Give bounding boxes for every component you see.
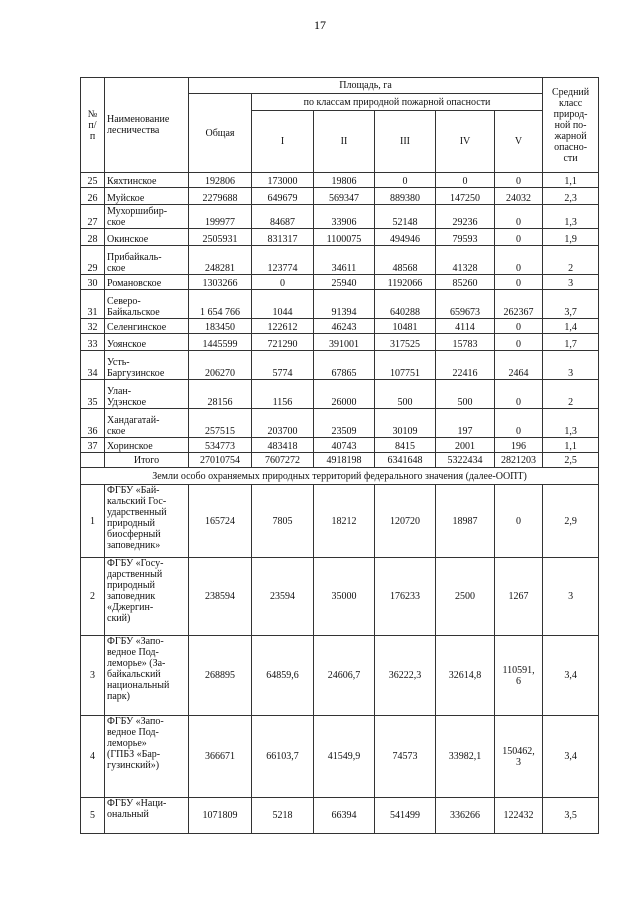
avg-class-cell: 1,3: [543, 205, 599, 229]
class-area-cell: 1192066: [375, 275, 436, 290]
name-cell: Северо- Байкальское: [105, 290, 189, 319]
class-area-cell: 25940: [314, 275, 375, 290]
forestry-row: [81, 319, 599, 334]
class-area-cell: 0: [495, 246, 543, 275]
class-area-cell: 29236: [436, 205, 495, 229]
avg-class-cell: 1,4: [543, 319, 599, 334]
class-area-cell: 147250: [436, 188, 495, 205]
class-area-cell: 23509: [314, 409, 375, 438]
name-cell: Усть- Баргузинское: [105, 351, 189, 380]
avg-class-cell: 3: [543, 351, 599, 380]
header-class-5: V: [495, 111, 543, 173]
class-area-cell: 41549,9: [314, 716, 375, 798]
class-area-cell: 35000: [314, 558, 375, 636]
class-area-cell: 91394: [314, 290, 375, 319]
row-number-cell: 26: [81, 188, 105, 205]
oopt-table-body: [81, 485, 599, 834]
oopt-row: [81, 558, 599, 636]
avg-class-cell: 1,7: [543, 334, 599, 351]
class-area-cell: 19806: [314, 173, 375, 188]
row-number-cell: 4: [81, 716, 105, 798]
header-name: Наименование лесничества: [105, 78, 189, 173]
class-area-cell: 336266: [436, 798, 495, 834]
row-number-cell: 36: [81, 409, 105, 438]
class-area-cell: 1044: [252, 290, 314, 319]
name-cell: Муйское: [105, 188, 189, 205]
total-area-cell: 1071809: [189, 798, 252, 834]
class-area-cell: 40743: [314, 438, 375, 453]
class-area-cell: 7805: [252, 485, 314, 558]
total-row: [81, 453, 599, 468]
class-area-cell: 26000: [314, 380, 375, 409]
row-number-cell: 3: [81, 636, 105, 716]
row-number-cell: 34: [81, 351, 105, 380]
name-cell: Окинское: [105, 229, 189, 246]
class-area-cell: 10481: [375, 319, 436, 334]
class-area-cell: 66394: [314, 798, 375, 834]
row-number-cell: 29: [81, 246, 105, 275]
name-cell: Романовское: [105, 275, 189, 290]
forestry-table-body: [81, 173, 599, 453]
class-area-cell: 30109: [375, 409, 436, 438]
total-area-cell: 257515: [189, 409, 252, 438]
class-area-cell: 0: [495, 319, 543, 334]
name-cell: Прибайкаль- ское: [105, 246, 189, 275]
total-area-cell: 1445599: [189, 334, 252, 351]
avg-class-cell: 3,4: [543, 716, 599, 798]
class-area-cell: 150462, 3: [495, 716, 543, 798]
class-area-cell: 67865: [314, 351, 375, 380]
header-total: Общая: [189, 94, 252, 173]
class-area-cell: 173000: [252, 173, 314, 188]
class-area-cell: 640288: [375, 290, 436, 319]
class-area-cell: 52148: [375, 205, 436, 229]
class-area-cell: 18987: [436, 485, 495, 558]
page-number: 17: [314, 18, 326, 32]
avg-class-cell: 2,9: [543, 485, 599, 558]
total-area-cell: 28156: [189, 380, 252, 409]
name-cell: Мухоршибир- ское: [105, 205, 189, 229]
class-area-cell: 197: [436, 409, 495, 438]
header-avg-class: Средний класс природ- ной по- жарной опасно- сти: [543, 78, 599, 173]
class-area-cell: 64859,6: [252, 636, 314, 716]
total-class-5: 2821203: [495, 453, 543, 468]
oopt-row: [81, 485, 599, 558]
avg-class-cell: 3: [543, 275, 599, 290]
class-area-cell: 110591, 6: [495, 636, 543, 716]
forestry-row: [81, 380, 599, 409]
name-cell: Хандагатай- ское: [105, 409, 189, 438]
class-area-cell: 0: [495, 409, 543, 438]
fire-danger-table: [80, 77, 599, 834]
forestry-row: [81, 351, 599, 380]
class-area-cell: 122432: [495, 798, 543, 834]
class-area-cell: 196: [495, 438, 543, 453]
row-number-cell: 28: [81, 229, 105, 246]
forestry-row: [81, 173, 599, 188]
total-label: Итого: [105, 453, 189, 468]
total-area-cell: 183450: [189, 319, 252, 334]
class-area-cell: 24032: [495, 188, 543, 205]
row-number-cell: 35: [81, 380, 105, 409]
class-area-cell: 649679: [252, 188, 314, 205]
total-class-4: 5322434: [436, 453, 495, 468]
avg-class-cell: 1,1: [543, 438, 599, 453]
class-area-cell: 0: [495, 485, 543, 558]
forestry-row: [81, 275, 599, 290]
avg-class-cell: 3,7: [543, 290, 599, 319]
row-number-cell: 32: [81, 319, 105, 334]
total-class-2: 4918198: [314, 453, 375, 468]
class-area-cell: 22416: [436, 351, 495, 380]
class-area-cell: 15783: [436, 334, 495, 351]
class-area-cell: 32614,8: [436, 636, 495, 716]
class-area-cell: 500: [436, 380, 495, 409]
class-area-cell: 2001: [436, 438, 495, 453]
oopt-section-title: Земли особо охраняемых природных территорий федерального значения (далее-ООПТ): [81, 468, 599, 485]
class-area-cell: 0: [252, 275, 314, 290]
total-area-cell: 2505931: [189, 229, 252, 246]
row-number-cell: 27: [81, 205, 105, 229]
forestry-row: [81, 205, 599, 229]
class-area-cell: 33982,1: [436, 716, 495, 798]
class-area-cell: 0: [495, 380, 543, 409]
class-area-cell: 176233: [375, 558, 436, 636]
class-area-cell: 0: [495, 275, 543, 290]
header-class-3: III: [375, 111, 436, 173]
name-cell: ФГБУ «Запо- ведное Под- леморье» (За- байкальский национальный парк): [105, 636, 189, 716]
name-cell: Кяхтинское: [105, 173, 189, 188]
forestry-row: [81, 246, 599, 275]
class-area-cell: 1156: [252, 380, 314, 409]
total-area-cell: 268895: [189, 636, 252, 716]
class-area-cell: 0: [495, 229, 543, 246]
class-area-cell: 5218: [252, 798, 314, 834]
header-num: № п/ п: [81, 78, 105, 173]
avg-class-cell: 2,3: [543, 188, 599, 205]
total-area-cell: 165724: [189, 485, 252, 558]
class-area-cell: 85260: [436, 275, 495, 290]
row-number-cell: 33: [81, 334, 105, 351]
total-area-cell: 1 654 766: [189, 290, 252, 319]
class-area-cell: 122612: [252, 319, 314, 334]
header-class-1: I: [252, 111, 314, 173]
class-area-cell: 569347: [314, 188, 375, 205]
total-section: [81, 453, 599, 485]
class-area-cell: 123774: [252, 246, 314, 275]
total-area-cell: 206270: [189, 351, 252, 380]
name-cell: ФГБУ «Бай- кальский Гос- ударственный природный биосферный заповедник»: [105, 485, 189, 558]
row-number-cell: 5: [81, 798, 105, 834]
row-number-cell: 31: [81, 290, 105, 319]
class-area-cell: 46243: [314, 319, 375, 334]
total-area-cell: 238594: [189, 558, 252, 636]
class-area-cell: 84687: [252, 205, 314, 229]
class-area-cell: 391001: [314, 334, 375, 351]
class-area-cell: 483418: [252, 438, 314, 453]
avg-class-cell: 1,9: [543, 229, 599, 246]
class-area-cell: 721290: [252, 334, 314, 351]
class-area-cell: 1267: [495, 558, 543, 636]
class-area-cell: 34611: [314, 246, 375, 275]
forestry-row: [81, 188, 599, 205]
row-number-cell: 37: [81, 438, 105, 453]
avg-class-cell: 1,3: [543, 409, 599, 438]
class-area-cell: 23594: [252, 558, 314, 636]
total-area-cell: 2279688: [189, 188, 252, 205]
class-area-cell: 0: [495, 173, 543, 188]
avg-class-cell: 2: [543, 246, 599, 275]
total-area-cell: 534773: [189, 438, 252, 453]
class-area-cell: 1100075: [314, 229, 375, 246]
class-area-cell: 2500: [436, 558, 495, 636]
class-area-cell: 79593: [436, 229, 495, 246]
header-class-4: IV: [436, 111, 495, 173]
avg-class-cell: 3: [543, 558, 599, 636]
class-area-cell: 494946: [375, 229, 436, 246]
forestry-row: [81, 334, 599, 351]
class-area-cell: 48568: [375, 246, 436, 275]
class-area-cell: 4114: [436, 319, 495, 334]
class-area-cell: 120720: [375, 485, 436, 558]
class-area-cell: 0: [436, 173, 495, 188]
table-header: [81, 78, 599, 173]
class-area-cell: 41328: [436, 246, 495, 275]
oopt-section-row: [81, 468, 599, 485]
class-area-cell: 107751: [375, 351, 436, 380]
class-area-cell: 24606,7: [314, 636, 375, 716]
avg-class-cell: 3,4: [543, 636, 599, 716]
row-number-cell: 30: [81, 275, 105, 290]
class-area-cell: 8415: [375, 438, 436, 453]
total-avg-class: 2,5: [543, 453, 599, 468]
class-area-cell: 889380: [375, 188, 436, 205]
row-number-cell: 2: [81, 558, 105, 636]
total-area-cell: 1303266: [189, 275, 252, 290]
oopt-row: [81, 798, 599, 834]
row-number-cell: 1: [81, 485, 105, 558]
total-area-cell: 248281: [189, 246, 252, 275]
name-cell: Хоринское: [105, 438, 189, 453]
class-area-cell: 66103,7: [252, 716, 314, 798]
name-cell: Селенгинское: [105, 319, 189, 334]
forestry-row: [81, 229, 599, 246]
class-area-cell: 541499: [375, 798, 436, 834]
name-cell: Уоянское: [105, 334, 189, 351]
avg-class-cell: 2: [543, 380, 599, 409]
class-area-cell: 36222,3: [375, 636, 436, 716]
name-cell: ФГБУ «Нaци- ональный: [105, 798, 189, 834]
class-area-cell: 0: [495, 334, 543, 351]
forestry-row: [81, 290, 599, 319]
name-cell: ФГБУ «Запо- ведное Под- леморье» (ГПБЗ «Бар- гузинский»): [105, 716, 189, 798]
header-area: Площадь, га: [189, 78, 543, 94]
class-area-cell: 659673: [436, 290, 495, 319]
header-classes-caption: по классам природной пожарной опасности: [252, 94, 543, 111]
header-class-2: II: [314, 111, 375, 173]
forestry-row: [81, 409, 599, 438]
class-area-cell: 33906: [314, 205, 375, 229]
name-cell: ФГБУ «Госу- дарственный природный заповедник «Джергин- ский): [105, 558, 189, 636]
row-number-cell: 25: [81, 173, 105, 188]
total-area-cell: 199977: [189, 205, 252, 229]
oopt-row: [81, 636, 599, 716]
class-area-cell: 0: [375, 173, 436, 188]
class-area-cell: 262367: [495, 290, 543, 319]
oopt-row: [81, 716, 599, 798]
class-area-cell: 74573: [375, 716, 436, 798]
class-area-cell: 317525: [375, 334, 436, 351]
class-area-cell: 203700: [252, 409, 314, 438]
forestry-row: [81, 438, 599, 453]
total-area-cell: 192806: [189, 173, 252, 188]
class-area-cell: 5774: [252, 351, 314, 380]
total-num-cell: [81, 453, 105, 468]
class-area-cell: 0: [495, 205, 543, 229]
total-class-3: 6341648: [375, 453, 436, 468]
total-area-cell: 366671: [189, 716, 252, 798]
class-area-cell: 2464: [495, 351, 543, 380]
total-area: 27010754: [189, 453, 252, 468]
name-cell: Улан- Удэнское: [105, 380, 189, 409]
class-area-cell: 18212: [314, 485, 375, 558]
avg-class-cell: 3,5: [543, 798, 599, 834]
avg-class-cell: 1,1: [543, 173, 599, 188]
class-area-cell: 500: [375, 380, 436, 409]
total-class-1: 7607272: [252, 453, 314, 468]
class-area-cell: 831317: [252, 229, 314, 246]
